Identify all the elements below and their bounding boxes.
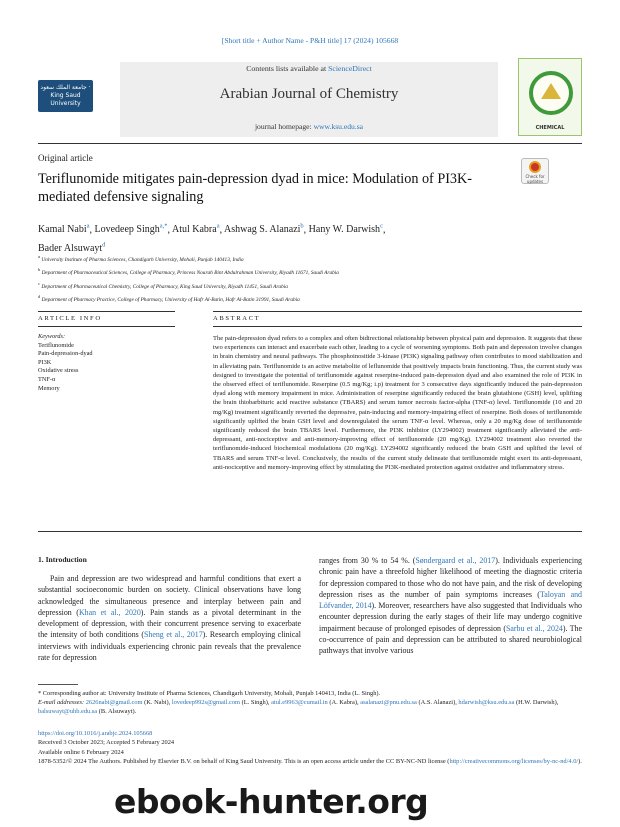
doi-link[interactable]: https://doi.org/10.1016/j.arabjc.2024.105668 [38,730,153,737]
article-info-top-rule [38,311,175,312]
intro-left-column: Pain and depression are two widespread and harmful conditions that exert a substantial socioeconomic burden on society. Clinical observations have long acknowledged the simultaneous presence and interplay between pain and depression (Khan et al., 2020). Pain stands as a pivotal determinant in the development of depression, with their concurrent presence serving to exacerbate the intensity of both conditions (Sheng et al., 2017). Research employing clinical interviews with individuals experiencing chronic pain reveals that the prevalence rate for depression [38,574,302,663]
affiliations [38,252,578,305]
left-logo-text: جامعة الملك سعود · King Saud University [40,84,91,107]
citation-link[interactable]: Søndergaard et al., 2017 [415,556,496,565]
author[interactable]: Hany W. Darwish$^c$ [308,223,383,236]
corresponding-author-note: * Corresponding author at: University Institute of Pharma Sciences, Chandigarh University, Mohali, Punjab 140413, India (L. Singh). [38,690,381,697]
check-for-updates-button[interactable] [521,158,549,184]
keyword-item: Pain-depression-dyad [38,350,93,358]
author[interactable]: Atul Kabra$^a$ [171,223,220,236]
keyword-item: PI3K [38,358,52,366]
received-dates: Received 3 October 2023; Accepted 5 February 2024 [38,739,175,747]
article-info-heading: ARTICLE INFO [38,315,102,322]
author[interactable]: Bader Alsuwayt$^d$ [38,241,106,254]
abstract-sub-rule [213,326,582,327]
article-info-sub-rule [38,326,175,327]
journal-cover-logo [518,58,582,136]
footnote-divider [38,684,78,685]
logo-caption: CHEMICAL [535,125,565,131]
keyword-item: Teriflunomide [38,341,74,349]
check-updates-label: Check for updates [525,174,545,184]
abstract-bottom-rule [38,531,582,532]
keywords-block [38,333,173,393]
article-metadata [38,729,582,766]
running-header-reference[interactable]: [Short title + Author Name - P&H title] 17 (2024) 105668 [221,36,399,45]
abstract-top-rule [213,311,582,312]
affiliation-item: $^a$ University Institute of Pharma Sciences, Chandigarh University, Mohali, Punjab 140413, India [38,254,244,263]
author-list: Kamal Nabi$^a$, Lovedeep Singh$^{a,*}$, Atul Kabra$^a$, Ashwag S. Alanazi$^b$, Hany W. Darwish$^c$, Bader Alsuwayt$^d$ [38,223,386,254]
journal-name: Arabian Journal of Chemistry [219,86,399,102]
abstract-heading: ABSTRACT [213,315,261,322]
citation-link[interactable]: Sarbu et al., 2024 [506,623,563,633]
email-link[interactable]: atul.e9963@cumail.in [271,699,328,707]
email-link[interactable]: 2626nabi@gmail.com [85,699,143,707]
keyword-item: Memory [38,384,60,392]
citation-link[interactable]: Taloyan and Löfvander, 2014 [319,589,582,611]
journal-header [38,58,582,140]
affiliation-item: $^d$ Department of Pharmacy Practice, College of Pharmacy, University of Hafr Al-Batin, Hafr Al-Batin 31991, Saudi Arabia [38,293,300,303]
king-saud-university-logo [38,80,93,112]
email-link[interactable]: lovedeep992s@gmail.com [171,699,241,707]
email-addresses: E-mail addresses: 2626nabi@gmail.com (K. Nabi), lovedeep992s@gmail.com (L. Singh), atul.e9963@cumail.in (A. Kabra), asalanazi@pnu.edu.sa (A.S. Alanazi), hdarwish@ksu.edu.sa (H.W. Darwish), balsuwayt@uhb.edu.sa (B. Alsuwayt). [38,699,559,716]
keyword-item: TNF-α [38,375,56,383]
article-title: Teriflunomide mitigates pain-depression dyad in mice: Modulation of PI3K-mediated defensive signaling [38,171,472,205]
homepage-link[interactable]: www.ksu.edu.sa [313,122,364,131]
abstract-text: The pain-depression dyad refers to a complex and often bidirectional relationship between physical pain and depression. It suggests that these two experiences can interact and exacerbate each other, leading to a cycle of worsening symptoms. Both pain and depression involve changes in brain chemistry and neural pathways. The phosphoinositide 3-kinase (PI3K) signaling pathway often contributes to mood stabilization and in alleviating pain. Teriflunomide is an active metabolite of leflunomide that positively impacts brain functioning. Thus, the current study was designed to investigate the potential of teriflunomide against reserpine-induced pain-depression dyad and also examined the role of PI3K in the observed effect of teriflunomide. Reserpine (0.5 mg/Kg; i.p) treatment for 3 consecutive days significantly induced the pain-depression dyad along with memory impairment in mice. Administration of reserpine significantly reduced the brain glutathione (GSH) level, uplifting the brain thiobarbituric acid reactive substance (TBARS) and serum tumor necrosis factor-alpha (TNF-α) level. Teriflunomide (10 and 20 mg/Kg) treatment significantly reverted the depressive, pain-inducing and memory-impairing effect of reserpine. Both doses of teriflunomide significantly uplifted the brain GSH level and downregulated the serum TNF-α level. Whereas, only a 20 mg/Kg dose of teriflunomide significantly reduced the brain TBARS level. Furthermore, the PI3K inhibitor (LY294002) treatment significantly alleviated the anti-depressant, anti-nociceptive and anti-memory-improving effect of teriflunomide (20 mg/Kg). LY294002 treatment also reverted the teriflunomide-induced biochemical modulations (20 mg/Kg). LY294002 significantly reduced the brain GSH and uplifted the level of TBARS and serum TNF-α level. Conclusively, the results of the current study delineate that teriflunomide might exert its anti-depressant, anti-nociceptive and memory-improving effect by stimulating the PI3K-mediated protection against oxidative and inflammatory stress. [213,335,582,471]
section-heading-introduction: 1. Introduction [38,555,87,564]
author[interactable]: Lovedeep Singh$^{a,*}$ [94,223,168,236]
author[interactable]: Ashwag S. Alanazi$^b$ [224,223,304,236]
footnotes [38,689,582,717]
header-divider [38,143,582,144]
citation-link[interactable]: Sheng et al., 2017 [143,630,203,640]
affiliation-item: $^c$ Department of Pharmaceutical Chemistry, College of Pharmacy, King Saud University, Riyadh 11451, Saudi Arabia [38,280,288,290]
email-link[interactable]: hdarwish@ksu.edu.sa [458,699,515,707]
email-link[interactable]: balsuwayt@uhb.edu.sa [38,708,98,716]
watermark-text: ebook-hunter.org [114,782,429,821]
citation-link[interactable]: Khan et al., 2020 [78,607,141,617]
license-link[interactable]: http://creativecommons.org/licenses/by-nc-nd/4.0/ [449,757,579,765]
license-statement: 1878-5352/© 2024 The Authors. Published by Elsevier B.V. on behalf of King Saud University. This is an open access article under the CC BY-NC-ND license (http://creativecommons.org/licenses/by-nc-nd/4.0/). [38,757,582,765]
logo-flask-icon [541,83,561,99]
available-online: Available online 6 February 2024 [38,748,124,756]
check-updates-icon [529,161,541,173]
keywords-label: Keywords: [38,333,66,340]
affiliation-item: $^b$ Department of Pharmaceutical Sciences, College of Pharmacy, Princess Nourah Bint Abdulrahman University, Riyadh 11671, Saudi Arabia [38,267,339,277]
article-type: Original article [38,153,93,163]
intro-right-column: ranges from 30 % to 54 %. (Søndergaard et al., 2017). Individuals experiencing chronic pain have a threefold higher likelihood of meeting the diagnostic criteria for depression compared to those who do not have pain, and the risk of developing depression rises as the number of pain symptoms increases (Taloyan and Löfvander, 2014). Moreover, researchers have also suggested that Individuals who encounter depression during the early stages of their life may undergo cognitive impairment because of prolonged episodes of depression (Sarbu et al., 2024). The co-occurrence of pain and depression can be attributed to shared neurobiological pathways that involve various [319,556,582,656]
homepage-prefix: journal homepage: [254,122,314,131]
author[interactable]: Kamal Nabi$^a$ [38,223,90,236]
sciencedirect-link[interactable]: ScienceDirect [328,64,372,73]
homepage-line [120,122,498,131]
keyword-item: Oxidative stress [38,367,79,375]
email-label: E-mail addresses: [38,699,85,707]
contents-line [120,64,498,73]
email-link[interactable]: asalanazi@pnu.edu.sa [360,699,417,707]
contents-prefix: Contents lists available at [246,64,329,73]
